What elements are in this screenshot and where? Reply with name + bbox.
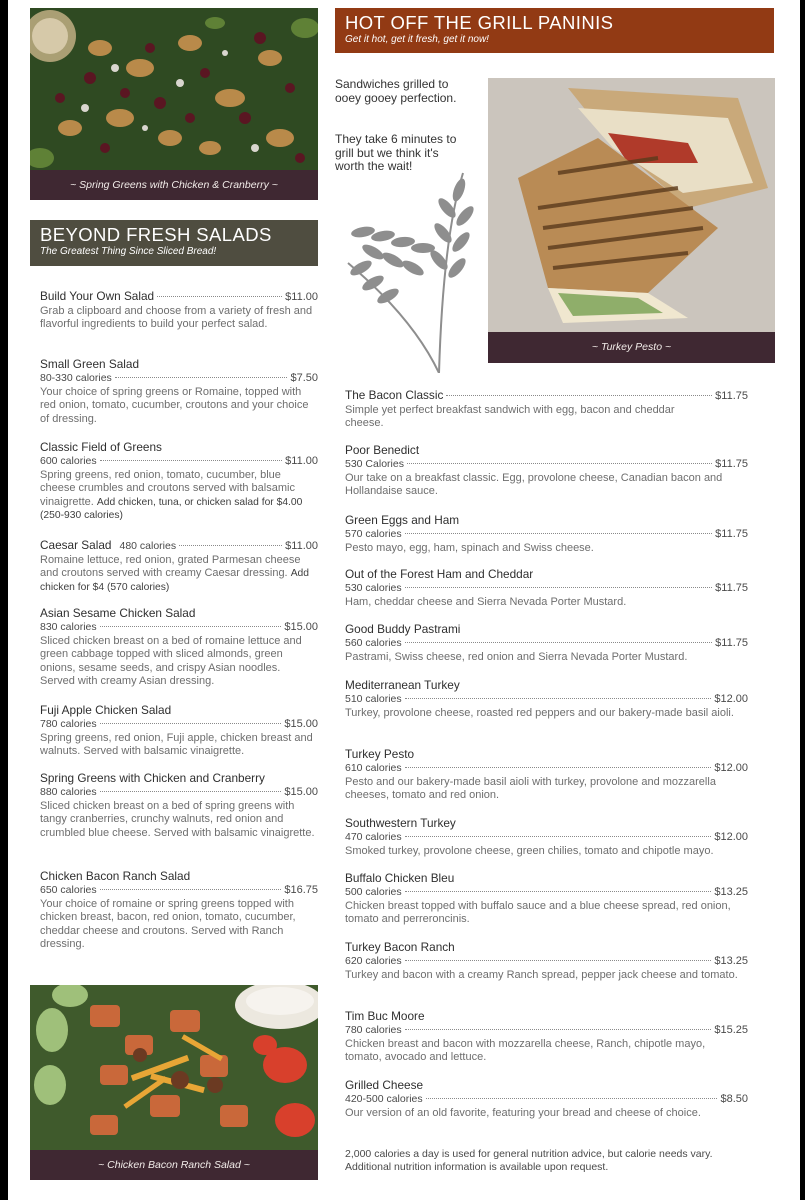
item-description: Smoked turkey, provolone cheese, green chilies, tomato and chipotle mayo. [345, 844, 714, 857]
salad-item [40, 606, 318, 689]
salad-item [40, 869, 318, 952]
paninis-subtitle: Get it hot, get it fresh, get it now! [345, 34, 489, 45]
nutrition-disclaimer [345, 1148, 765, 1174]
paninis-intro-2: They take 6 minutes to grill but we think it's worth the wait! [335, 132, 457, 173]
item-name: The Bacon Classic [345, 388, 444, 402]
item-calories: 530 calories [345, 582, 402, 594]
item-description: Your choice of romaine or spring greens topped with chicken breast, bacon, red onion, tomato, cucumber, cheddar cheese and croutons. Served with Ranch dressing. [40, 897, 296, 950]
dot-leader [405, 1029, 712, 1030]
item-price: $11.00 [285, 540, 318, 552]
item-add-on-note: Add chicken, tuna, or chicken salad for $4.00 (250-930 calories) [40, 496, 303, 521]
item-price: $15.00 [284, 621, 318, 633]
item-price: $15.00 [284, 718, 318, 730]
item-price: $11.00 [285, 291, 318, 303]
item-price: $12.00 [714, 831, 748, 843]
item-description: Sliced chicken breast on a bed of spring greens with tangy cranberries, crunchy walnuts, red onion and crumbled blue cheese. Served with balsamic vinaigrette. [40, 799, 315, 839]
paninis-intro-1: Sandwiches grilled to ooey gooey perfection. [335, 77, 457, 105]
item-calories: 610 calories [345, 762, 402, 774]
item-price: $11.75 [715, 390, 748, 402]
dot-leader [100, 626, 282, 627]
item-desc-text: Spring greens, red onion, tomato, cucumber, blue cheese crumbles and croutons served with balsamic vinaigrette. [40, 468, 295, 508]
item-price: $12.00 [714, 693, 748, 705]
item-add-on-note: Add chicken for $4 (570 calories) [40, 568, 310, 593]
salad-item [40, 771, 318, 840]
dot-leader [100, 889, 282, 890]
salad-item [40, 289, 318, 332]
item-name: Southwestern Turkey [345, 816, 456, 830]
panini-item [345, 678, 748, 720]
item-name: Poor Benedict [345, 443, 420, 457]
dot-leader [405, 698, 712, 699]
item-price: $13.25 [714, 955, 748, 967]
dot-leader [405, 642, 713, 643]
item-description: Chicken breast topped with buffalo sauce and a blue cheese spread, red onion, tomato and perreroncinis. [345, 899, 731, 925]
item-description: Chicken breast and bacon with mozzarella cheese, Ranch, chipotle mayo, tomato, avocado and lettuce. [345, 1037, 706, 1063]
salad-item [40, 703, 318, 759]
turkey-pesto-caption: ~ Turkey Pesto ~ [488, 332, 775, 363]
item-price: $11.75 [715, 582, 748, 594]
item-description: Pastrami, Swiss cheese, red onion and Sierra Nevada Porter Mustard. [345, 650, 688, 663]
dot-leader [405, 767, 712, 768]
dot-leader [157, 296, 282, 297]
item-description: Your choice of spring greens or Romaine, topped with red onion, tomato, cucumber, croutons and your choice of dressing. [40, 385, 309, 425]
item-name: Grilled Cheese [345, 1078, 424, 1092]
item-price: $8.50 [720, 1093, 748, 1105]
item-price: $11.75 [715, 637, 748, 649]
item-name: Turkey Pesto [345, 747, 415, 761]
item-name: Mediterranean Turkey [345, 678, 460, 692]
item-name: Caesar Salad [40, 538, 112, 552]
item-name: Out of the Forest Ham and Cheddar [345, 567, 534, 581]
item-description: Our version of an old favorite, featuring your bread and cheese of choice. [345, 1106, 701, 1119]
item-calories: 650 calories [40, 884, 97, 896]
item-description: Our take on a breakfast classic. Egg, provolone cheese, Canadian bacon and Hollandaise sauce. [345, 471, 723, 497]
item-price: $16.75 [284, 884, 318, 896]
salad-item [40, 538, 318, 594]
item-calories: 80-330 calories [40, 372, 112, 384]
item-calories: 560 calories [345, 637, 402, 649]
dot-leader [426, 1098, 718, 1099]
item-name: Build Your Own Salad [40, 289, 155, 303]
panini-item [345, 443, 748, 499]
wheat-icon [343, 168, 478, 373]
item-name: Spring Greens with Chicken and Cranberry [40, 771, 265, 785]
item-calories: 480 calories [119, 540, 177, 552]
item-price: $11.75 [715, 458, 748, 470]
item-calories: 880 calories [40, 786, 97, 798]
panini-item [345, 567, 748, 609]
item-description [40, 554, 318, 595]
salads-header [30, 220, 318, 266]
panini-item [345, 747, 748, 803]
item-price: $7.50 [290, 372, 318, 384]
item-calories: 620 calories [345, 955, 402, 967]
item-calories: 570 calories [345, 528, 402, 540]
spring-greens-photo [30, 8, 318, 170]
item-price: $11.00 [285, 455, 318, 467]
item-calories: 780 calories [345, 1024, 402, 1036]
dot-leader [100, 791, 282, 792]
item-price: $13.25 [714, 886, 748, 898]
disclaimer-line-2: Additional nutrition information is available upon request. [345, 1161, 609, 1173]
panini-item [345, 871, 748, 927]
dot-leader [407, 463, 712, 464]
item-description: Simple yet perfect breakfast sandwich with egg, bacon and cheddar cheese. [345, 403, 675, 429]
salad-item [40, 440, 318, 523]
dot-leader [405, 960, 712, 961]
item-price: $12.00 [714, 762, 748, 774]
item-description: Pesto and our bakery-made basil aioli with turkey, provolone and mozzarella cheeses, tomato and red onion. [345, 775, 716, 801]
dot-leader [405, 533, 713, 534]
dot-leader [179, 545, 282, 546]
item-name: Turkey Bacon Ranch [345, 940, 455, 954]
panini-item [345, 1009, 748, 1065]
item-price: $15.25 [714, 1024, 748, 1036]
dot-leader [405, 891, 712, 892]
salad-item [40, 357, 318, 426]
item-calories: 830 calories [40, 621, 97, 633]
item-calories: 600 calories [40, 455, 97, 467]
item-calories: 780 calories [40, 718, 97, 730]
item-name: Fuji Apple Chicken Salad [40, 703, 172, 717]
item-calories: 500 calories [345, 886, 402, 898]
panini-item [345, 816, 755, 858]
item-calories: 470 calories [345, 831, 402, 843]
item-description: Sliced chicken breast on a bed of romaine lettuce and green cabbage topped with sliced almonds, green onions, sesame seeds, and crispy Asian noodles. Served with creamy Asian dressing. [40, 634, 302, 687]
panini-item [345, 513, 748, 555]
spring-greens-caption: ~ Spring Greens with Chicken & Cranberry ~ [30, 170, 318, 200]
item-calories: 530 Calories [345, 458, 404, 470]
menu-page [8, 0, 800, 1200]
dot-leader [100, 723, 282, 724]
item-desc-text: Romaine lettuce, red onion, grated Parmesan cheese and croutons served with creamy Caesar dressing. [40, 553, 301, 579]
salads-subtitle: The Greatest Thing Since Sliced Bread! [40, 246, 217, 257]
dot-leader [405, 836, 712, 837]
turkey-pesto-photo [488, 78, 775, 332]
item-name: Tim Buc Moore [345, 1009, 425, 1023]
item-description: Ham, cheddar cheese and Sierra Nevada Porter Mustard. [345, 595, 627, 608]
item-description [40, 469, 318, 523]
dot-leader [100, 460, 283, 461]
item-description: Turkey, provolone cheese, roasted red peppers and our bakery-made basil aioli. [345, 706, 734, 719]
item-name: Green Eggs and Ham [345, 513, 460, 527]
chicken-bacon-ranch-photo [30, 985, 318, 1150]
item-description: Spring greens, red onion, Fuji apple, chicken breast and walnuts. Served with balsamic vinaigrette. [40, 731, 313, 757]
item-price: $11.75 [715, 528, 748, 540]
dot-leader [115, 377, 288, 378]
item-name: Asian Sesame Chicken Salad [40, 606, 196, 620]
item-calories: 420-500 calories [345, 1093, 423, 1105]
panini-item [345, 1078, 748, 1120]
panini-item [345, 940, 748, 982]
dot-leader [405, 587, 713, 588]
panini-item [345, 622, 748, 664]
paninis-title: HOT OFF THE GRILL PANINIS [345, 12, 614, 33]
item-price: $15.00 [284, 786, 318, 798]
item-name: Classic Field of Greens [40, 440, 162, 454]
item-description: Turkey and bacon with a creamy Ranch spread, pepper jack cheese and tomato. [345, 968, 738, 981]
dot-leader [446, 395, 712, 396]
salads-title: BEYOND FRESH SALADS [40, 224, 272, 245]
item-name: Small Green Salad [40, 357, 140, 371]
item-description: Grab a clipboard and choose from a variety of fresh and flavorful ingredients to build your perfect salad. [40, 304, 313, 330]
disclaimer-line-1: 2,000 calories a day is used for general nutrition advice, but calorie needs vary. [345, 1148, 713, 1160]
panini-item [345, 388, 748, 431]
item-name: Chicken Bacon Ranch Salad [40, 869, 191, 883]
item-name: Buffalo Chicken Bleu [345, 871, 455, 885]
item-description: Pesto mayo, egg, ham, spinach and Swiss cheese. [345, 541, 594, 554]
chicken-bacon-ranch-caption: ~ Chicken Bacon Ranch Salad ~ [30, 1150, 318, 1180]
item-name: Good Buddy Pastrami [345, 622, 461, 636]
item-calories: 510 calories [345, 693, 402, 705]
paninis-header [335, 8, 774, 53]
